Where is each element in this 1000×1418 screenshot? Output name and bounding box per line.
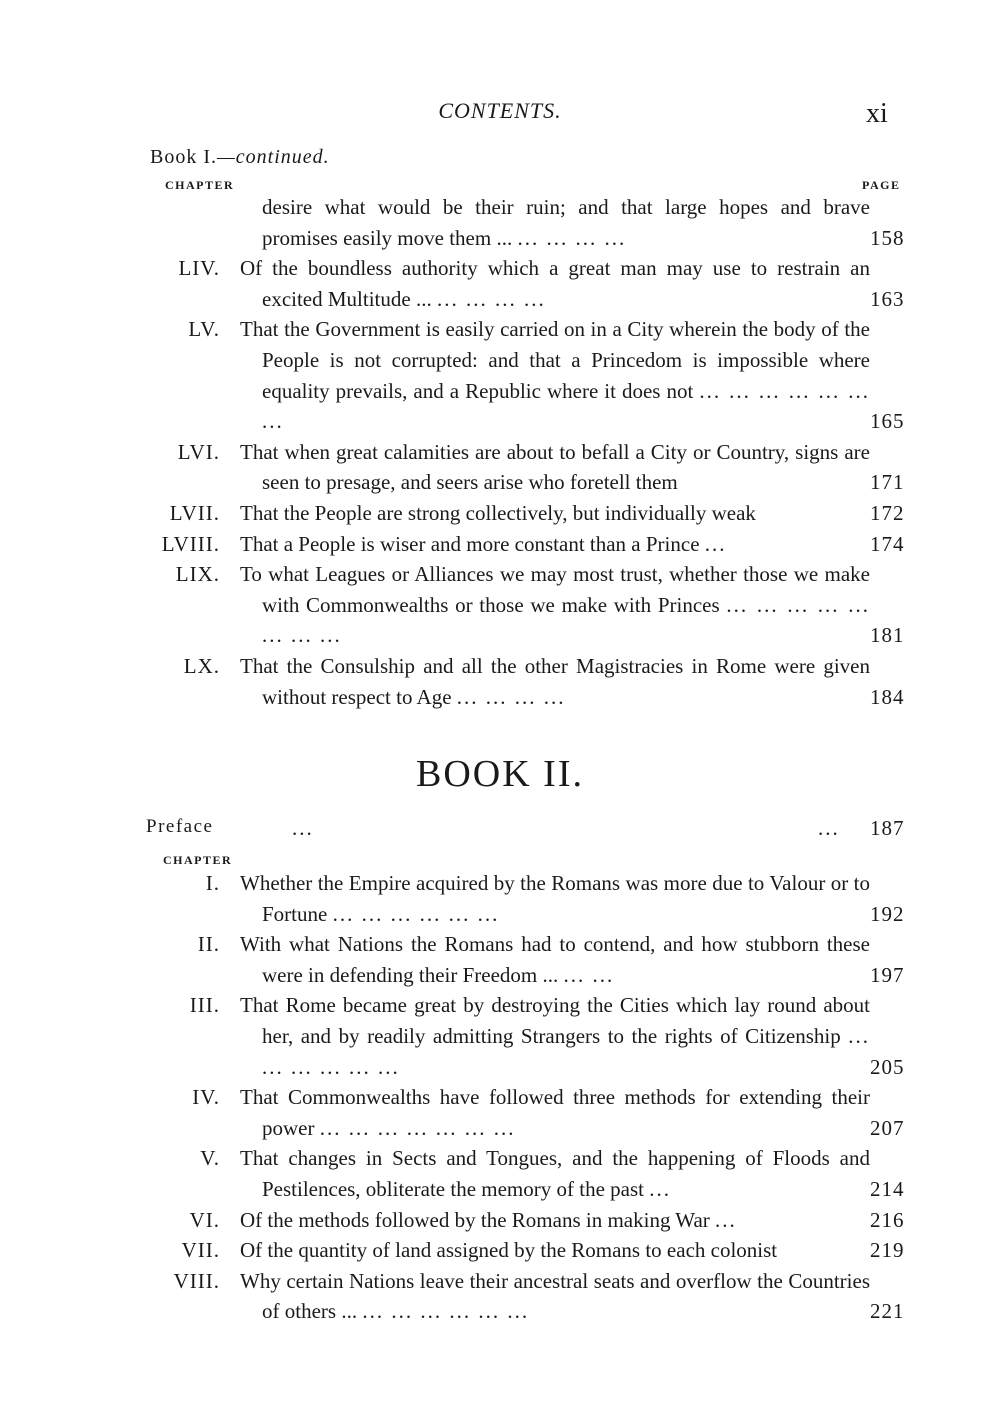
contents-entry xyxy=(0,990,1000,1082)
contents-entry xyxy=(0,1205,1000,1236)
chapter-number: LV. xyxy=(188,317,220,342)
chapter-number: LVII. xyxy=(169,500,220,525)
contents-entry xyxy=(0,868,1000,929)
chapter-title xyxy=(240,253,870,314)
chapter-title xyxy=(240,1266,870,1327)
chapter-title-text: To what Leagues or Alliances we may most trust, whether those we make with Commonwealths or those we make with Princes xyxy=(240,562,870,617)
chapter-title xyxy=(240,437,870,498)
contents-entry xyxy=(0,1143,1000,1204)
preface-label: Preface xyxy=(146,816,214,837)
chapter-number: III. xyxy=(189,993,220,1018)
chapter-number: LVIII. xyxy=(161,531,220,556)
book-two-chapter-label: CHAPTER xyxy=(163,853,233,867)
chapter-number: LVI. xyxy=(177,439,220,464)
contents-entry xyxy=(0,1235,1000,1266)
preface-leader-dots-end: ... xyxy=(818,816,840,840)
chapter-title-text: That Commonwealths have followed three methods for extending their power xyxy=(240,1085,870,1140)
contents-entry xyxy=(0,1082,1000,1143)
chapter-page-number: 181 xyxy=(870,623,905,648)
leader-dots: ... ... ... ... ... ... xyxy=(362,1299,530,1324)
chapter-title xyxy=(240,529,870,560)
chapter-number: LIV. xyxy=(178,256,220,281)
chapter-number: IV. xyxy=(192,1085,220,1110)
chapter-title-text: Of the boundless authority which a great man may use to restrain an excited Multitude ... xyxy=(240,256,870,311)
chapter-page-number: 163 xyxy=(870,286,905,311)
contents-entry xyxy=(0,651,1000,712)
book-one-chapter-label: CHAPTER xyxy=(165,178,235,192)
page-number: xi xyxy=(866,98,888,129)
chapter-title xyxy=(240,1205,870,1236)
leader-dots: ... ... ... ... ... ... ... xyxy=(319,1115,516,1140)
chapter-title xyxy=(240,990,870,1082)
running-head xyxy=(0,98,1000,128)
chapter-title-text: That the Government is easily carried on in a City wherein the body of the People is not corrupted: and that a Princedom is impossible where equality prevails, and a Republic where it does not xyxy=(240,317,870,403)
leader-dots: ... ... ... ... ... ... ... xyxy=(262,378,871,434)
chapter-title xyxy=(240,651,870,712)
chapter-number: II. xyxy=(197,932,220,957)
chapter-page-number: 171 xyxy=(870,470,905,495)
contents-entry xyxy=(0,929,1000,990)
contents-entry xyxy=(0,437,1000,498)
chapter-page-number: 165 xyxy=(870,409,905,434)
chapter-page-number: 205 xyxy=(870,1054,905,1079)
chapter-title-text: desire what would be their ruin; and that large hopes and brave promises easily move them ... xyxy=(262,195,870,250)
preface-page-number: 187 xyxy=(870,816,905,840)
contents-entry xyxy=(0,498,1000,529)
leader-dots: ... xyxy=(649,1176,671,1201)
chapter-number: LX. xyxy=(183,653,220,678)
chapter-page-number: 197 xyxy=(870,962,905,987)
chapter-title xyxy=(240,868,870,929)
chapter-page-number: 158 xyxy=(870,225,905,250)
chapter-page-number: 214 xyxy=(870,1176,905,1201)
chapter-number: VII. xyxy=(181,1238,220,1263)
contents-entry xyxy=(0,192,1000,253)
chapter-number: VIII. xyxy=(173,1268,220,1293)
chapter-title-text: Whether the Empire acquired by the Romans was more due to Valour or to Fortune xyxy=(240,871,870,926)
chapter-page-number: 172 xyxy=(870,500,905,525)
chapter-page-number: 184 xyxy=(870,684,905,709)
leader-dots: ... ... xyxy=(563,962,615,987)
chapter-page-number: 207 xyxy=(870,1115,905,1140)
chapter-title-text: That Rome became great by destroying the Cities which lay round about her, and by readily admitting Strangers to the rights of Citizenship xyxy=(240,993,870,1048)
book-one-page-label: PAGE xyxy=(862,178,901,192)
book-one-label xyxy=(150,146,330,169)
contents-entry xyxy=(0,314,1000,436)
chapter-title-text: Of the quantity of land assigned by the Romans to each colonist xyxy=(240,1238,778,1263)
chapter-page-number: 192 xyxy=(870,901,905,926)
chapter-page-number: 219 xyxy=(870,1238,905,1263)
preface-row xyxy=(0,816,1000,848)
leader-dots: ... ... ... ... xyxy=(436,286,546,311)
leader-dots: ... ... ... ... xyxy=(456,684,566,709)
book-one-label-main: Book I. xyxy=(150,146,217,168)
leader-dots: ... xyxy=(704,531,727,556)
chapter-title xyxy=(240,498,870,529)
contents-entry xyxy=(0,559,1000,651)
preface-leader-dots: ... xyxy=(292,816,314,840)
book-two-contents-list xyxy=(0,868,1000,1327)
chapter-title xyxy=(240,192,870,253)
chapter-title xyxy=(240,1082,870,1143)
chapter-number: V. xyxy=(200,1146,220,1171)
leader-dots: ... xyxy=(715,1207,737,1232)
contents-entry xyxy=(0,1266,1000,1327)
chapter-number: VI. xyxy=(189,1207,220,1232)
chapter-number: I. xyxy=(205,871,220,895)
chapter-page-number: 216 xyxy=(870,1207,905,1232)
running-title: CONTENTS. xyxy=(438,98,562,123)
chapter-page-number: 174 xyxy=(870,531,905,556)
book-one-contents-list xyxy=(0,192,1000,712)
chapter-page-number: 221 xyxy=(870,1299,905,1324)
chapter-title-text: That the People are strong collectively, but individually weak xyxy=(240,500,756,525)
leader-dots: ... ... ... ... ... ... xyxy=(262,1023,870,1079)
chapter-title-text: That changes in Sects and Tongues, and the happening of Floods and Pestilences, obliterate the memory of the past xyxy=(240,1146,870,1201)
chapter-title-text: That a People is wiser and more constant than a Prince xyxy=(240,531,700,556)
chapter-title-text: Why certain Nations leave their ancestral seats and overflow the Countries of others ... xyxy=(240,1268,870,1324)
book-one-label-continued: —continued. xyxy=(217,146,330,168)
leader-dots: ... ... ... ... xyxy=(517,225,627,250)
chapter-title xyxy=(240,314,870,436)
chapter-title xyxy=(240,1143,870,1204)
chapter-title-text: With what Nations the Romans had to contend, and how stubborn these were in defending their Freedom ... xyxy=(240,932,870,987)
leader-dots: ... ... ... ... ... ... xyxy=(332,901,500,926)
chapter-number: LIX. xyxy=(175,562,220,587)
book-two-heading: BOOK II. xyxy=(416,753,584,795)
contents-entry xyxy=(0,529,1000,560)
chapter-title-text: That the Consulship and all the other Magistracies in Rome were given without respect to Age xyxy=(240,653,870,709)
chapter-title xyxy=(240,559,870,651)
chapter-title xyxy=(240,929,870,990)
chapter-title-text: Of the methods followed by the Romans in making War xyxy=(240,1207,710,1232)
leader-dots: ... ... ... ... ... ... ... ... xyxy=(262,592,871,648)
chapter-title-text: That when great calamities are about to befall a City or Country, signs are seen to presage, and seers arise who foretell them xyxy=(240,439,870,495)
chapter-title xyxy=(240,1235,870,1266)
contents-entry xyxy=(0,253,1000,314)
